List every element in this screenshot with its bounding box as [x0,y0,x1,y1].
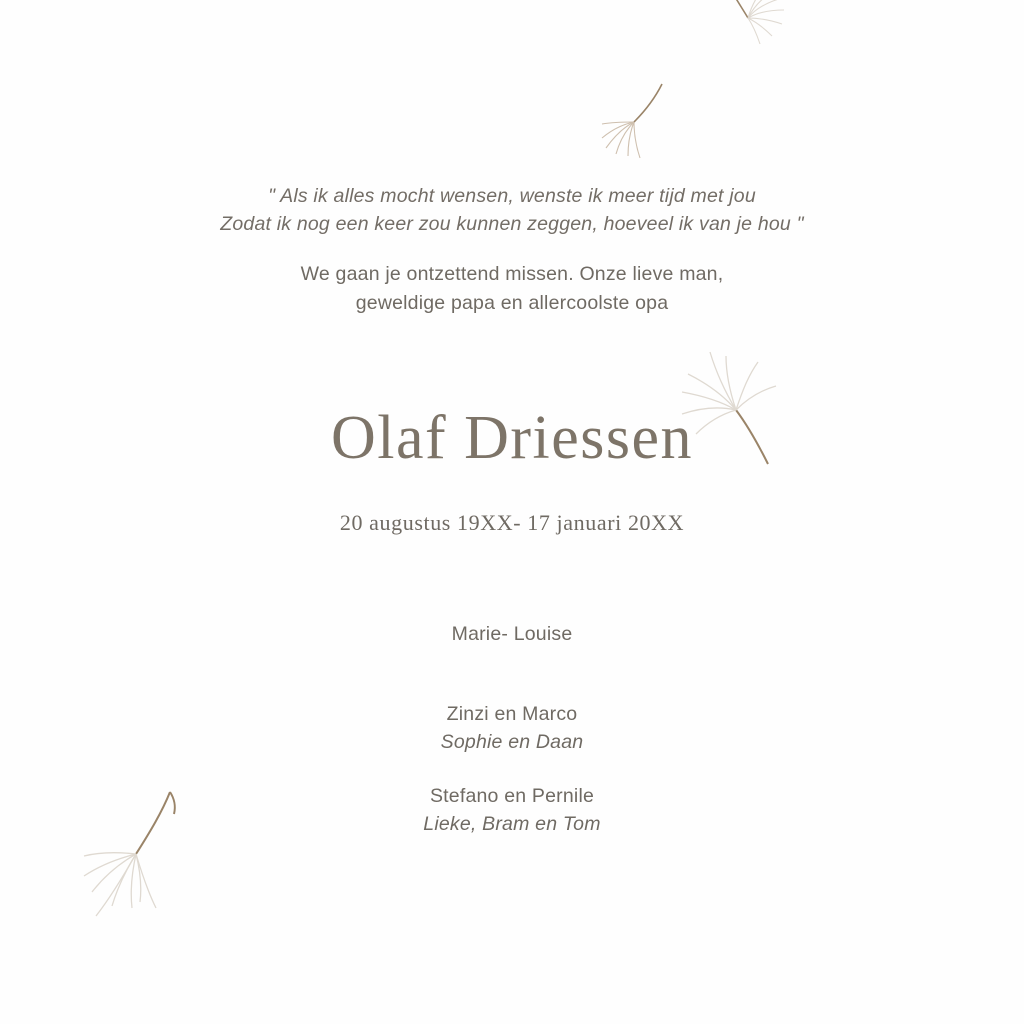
spacer-3 [0,756,1024,782]
message-line-2: geweldige papa en allercoolste opa [355,292,669,314]
family-1-parents: Zinzi en Marco [446,703,578,725]
survivor-family-1 [0,700,1024,756]
family-1-children: Sophie en Daan [440,731,584,753]
family-2-children: Lieke, Bram en Tom [423,813,601,835]
family-2-parents: Stefano en Pernile [429,785,595,807]
spacer-2 [0,674,1024,700]
quote-line-1: " Als ik alles mocht wensen, wenste ik meer tijd met jou [268,185,756,207]
spacer-1 [0,648,1024,674]
quote-line-2: Zodat ik nog een keer zou kunnen zeggen, hoeveel ik van je hou " [220,213,804,235]
deceased-dates: 20 augustus 19XX- 17 januari 20XX [339,510,685,535]
memorial-quote [0,182,1024,238]
deceased-name: Olaf Driessen [330,404,694,472]
dandelion-seed-upper-middle [590,78,690,178]
dandelion-seed-top-right [690,0,810,84]
survivor-family-2 [0,782,1024,838]
message-line-1: We gaan je ontzettend missen. Onze lieve man, [300,263,724,285]
survivors-list [0,620,1024,838]
memorial-message [0,260,1024,318]
survivor-partner: Marie- Louise [451,623,573,645]
